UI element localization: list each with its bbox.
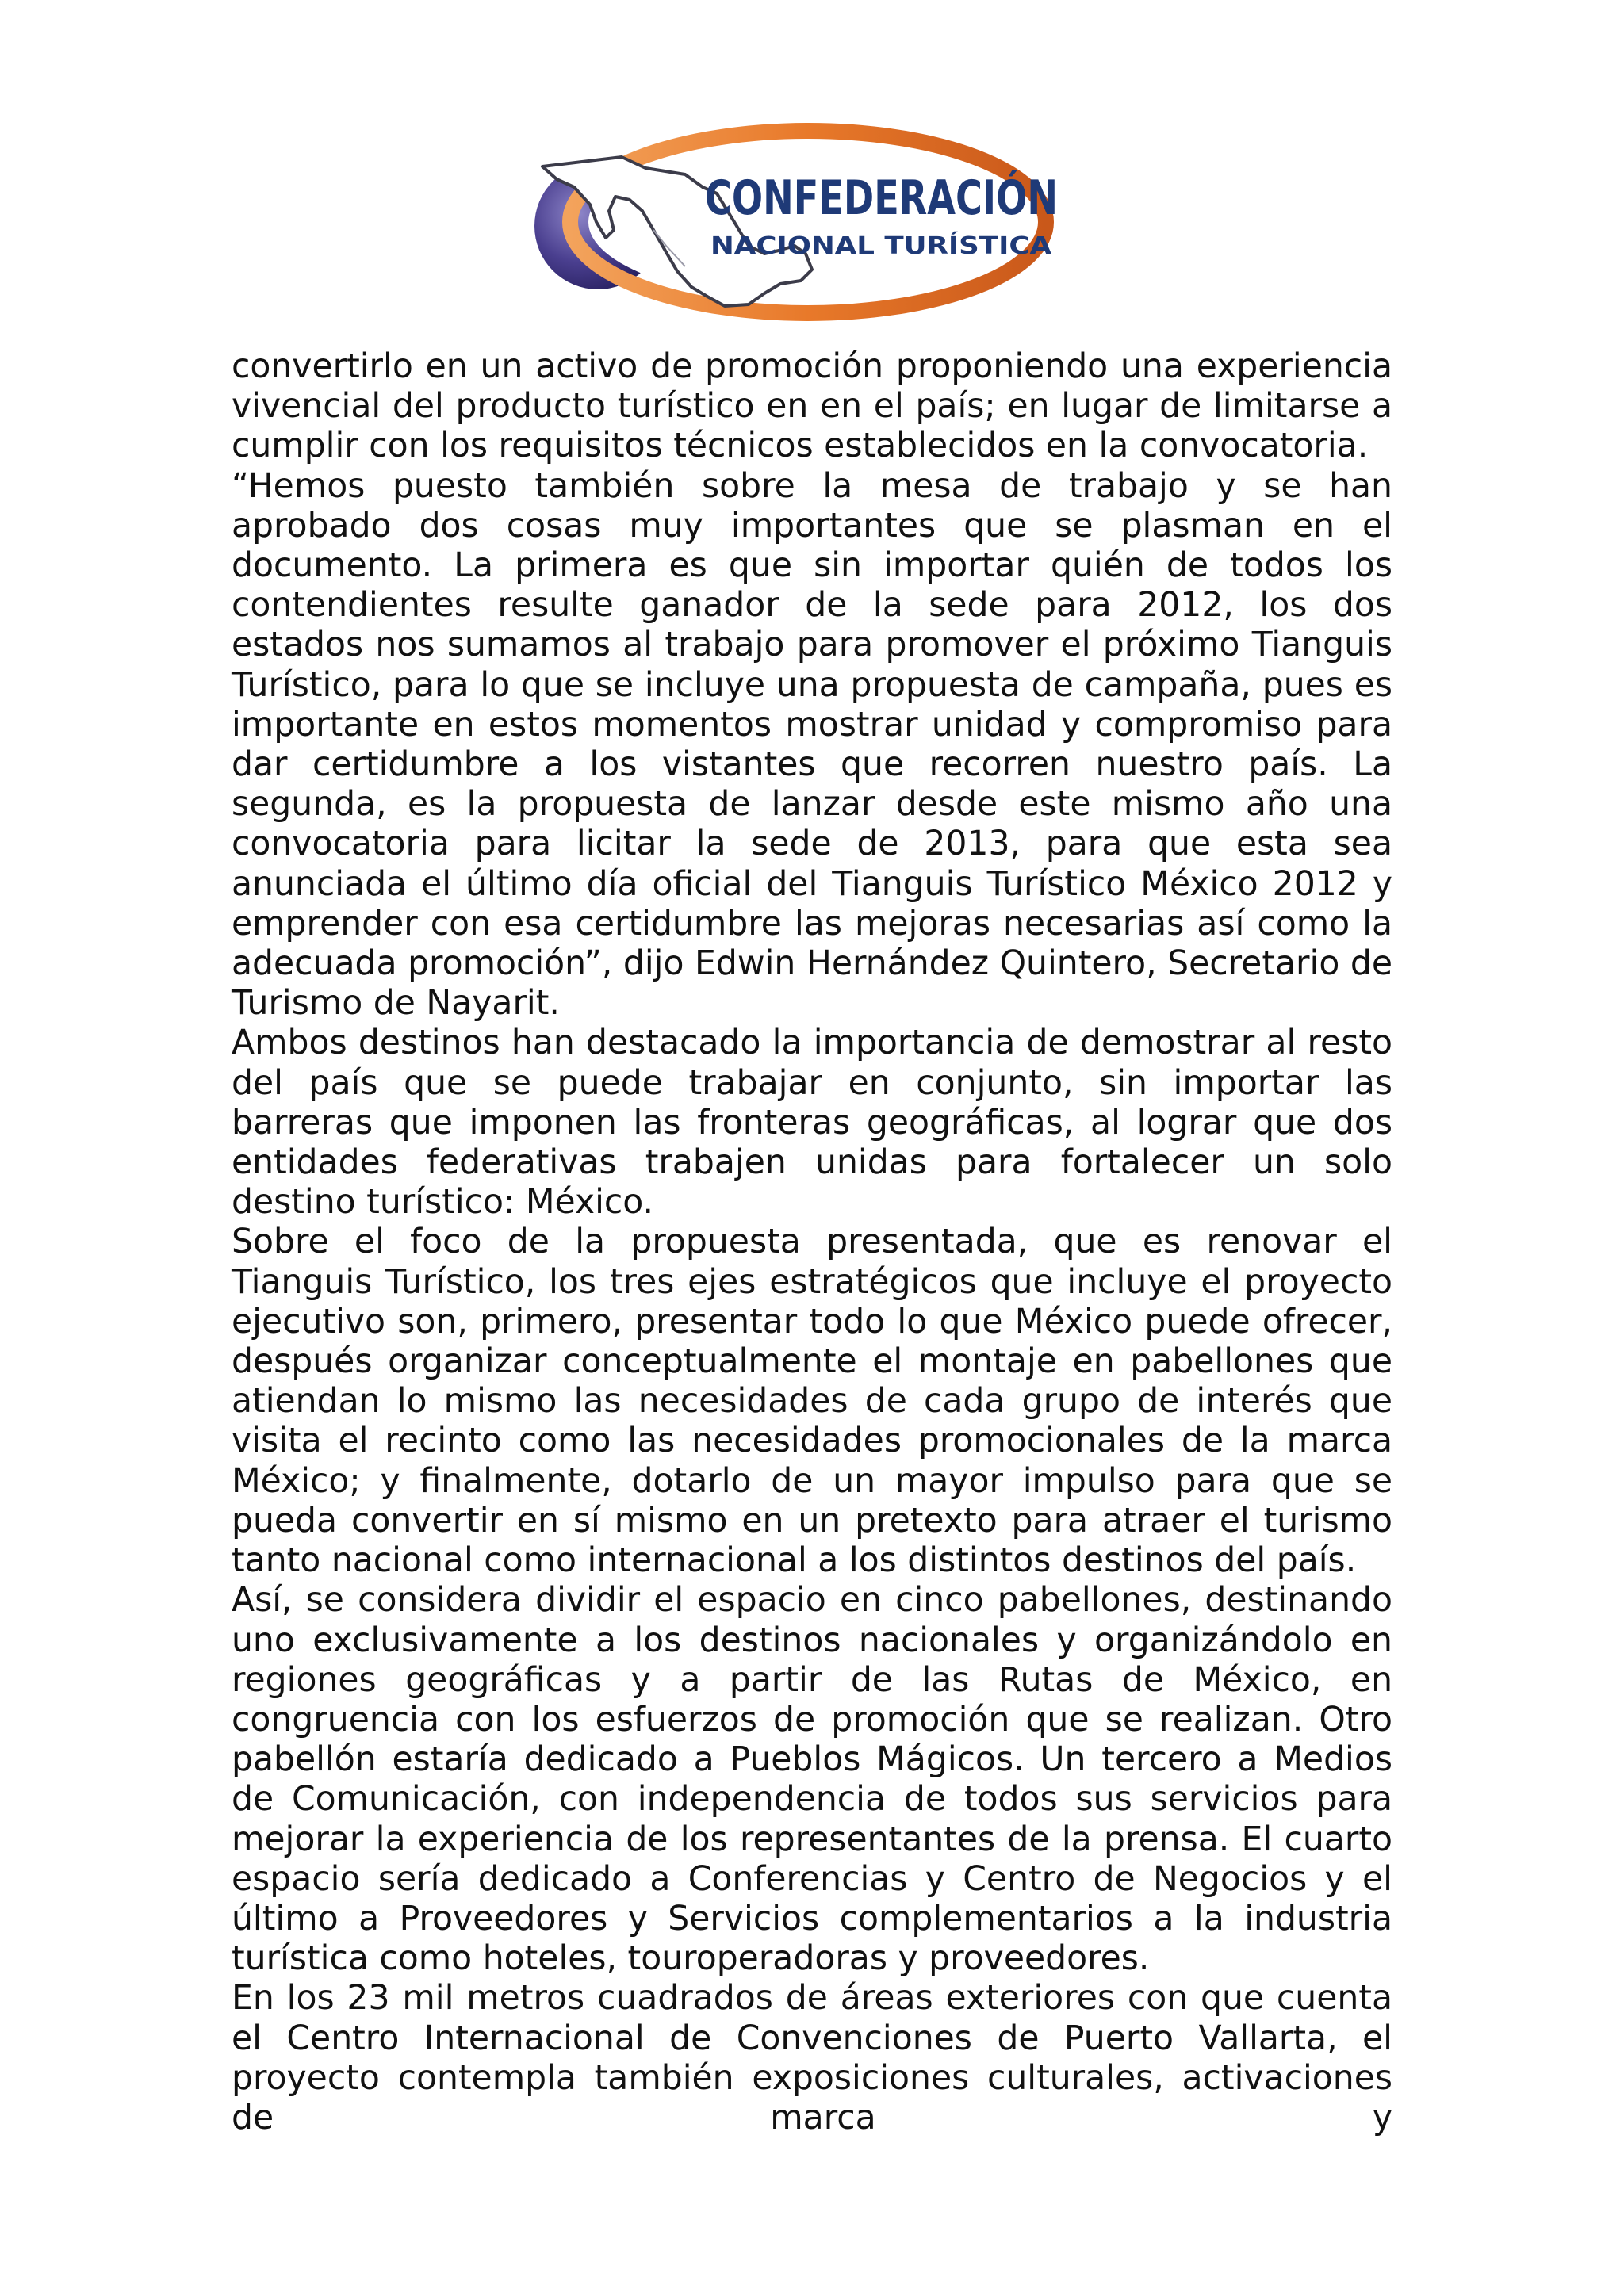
paragraph-3: Ambos destinos han destacado la importancia de demostrar al resto del país que se puede trabajar en conjunto, sin importar las barreras que imponen las fronteras geográficas, al lograr que dos entidades federativas trabajen unidas para fortalecer un solo destino turístico: México. xyxy=(232,1024,1392,1223)
paragraph-5: Así, se considera dividir el espacio en cinco pabellones, destinando uno exclusivamente a los destinos nacionales y organizándolo en regiones geográficas y a partir de las Rutas de México, en congruencia con los esfuerzos de promoción que se realizan. Otro pabellón estaría dedicado a Pueblos Mágicos. Un tercero a Medios de Comunicación, con independencia de todos sus servicios para mejorar la experiencia de los representantes de la prensa. El cuarto espacio sería dedicado a Conferencias y Centro de Negocios y el último a Proveedores y Servicios complementarios a la industria turística como hoteles, touroperadoras y proveedores. xyxy=(232,1581,1392,1979)
paragraph-4: Sobre el foco de la propuesta presentada, que es renovar el Tianguis Turístico, los tres ejes estratégicos que incluye el proyecto ejecutivo son, primero, presentar todo lo que México puede ofrecer, después organizar conceptualmente el montaje en pabellones que atiendan lo mismo las necesidades de cada grupo de interés que visita el recinto como las necesidades promocionales de la marca México; y finalmente, dotarlo de un mayor impulso para que se pueda convertir en sí mismo en un pretexto para atraer el turismo tanto nacional como internacional a los distintos destinos del país. xyxy=(232,1223,1392,1581)
paragraph-6: En los 23 mil metros cuadrados de áreas exteriores con que cuenta el Centro Internacional de Convenciones de Puerto Vallarta, el proyecto contempla también exposiciones culturales, activaciones de marca y xyxy=(232,1979,1392,2137)
paragraph-2: “Hemos puesto también sobre la mesa de trabajo y se han aprobado dos cosas muy importantes que se plasman en el documento. La primera es que sin importar quién de todos los contendientes resulte ganador de la sede para 2012, los dos estados nos sumamos al trabajo para promover el próximo Tianguis Turístico, para lo que se incluye una propuesta de campaña, pues es importante en estos momentos mostrar unidad y compromiso para dar certidumbre a los vistantes que recorren nuestro país. La segunda, es la propuesta de lanzar desde este mismo año una convocatoria para licitar la sede de 2013, para que esta sea anunciada el último día oficial del Tianguis Turístico México 2012 y emprender con esa certidumbre las mejoras necesarias así como la adecuada promoción”, dijo Edwin Hernández Quintero, Secretario de Turismo de Nayarit. xyxy=(232,466,1392,1024)
logo-line1: CONFEDERACIÓN xyxy=(705,170,1164,226)
article-body xyxy=(232,347,1392,2138)
logo-line2: NACIONAL TURÍSTICA xyxy=(710,232,998,260)
confederacion-logo-graphic xyxy=(527,111,1164,349)
paragraph-1: convertirlo en un activo de promoción proponiendo una experiencia vivencial del producto turístico en en el país; en lugar de limitarse a cumplir con los requisitos técnicos establecidos en la convocatoria. xyxy=(232,347,1392,466)
confederacion-logo xyxy=(527,111,1164,349)
